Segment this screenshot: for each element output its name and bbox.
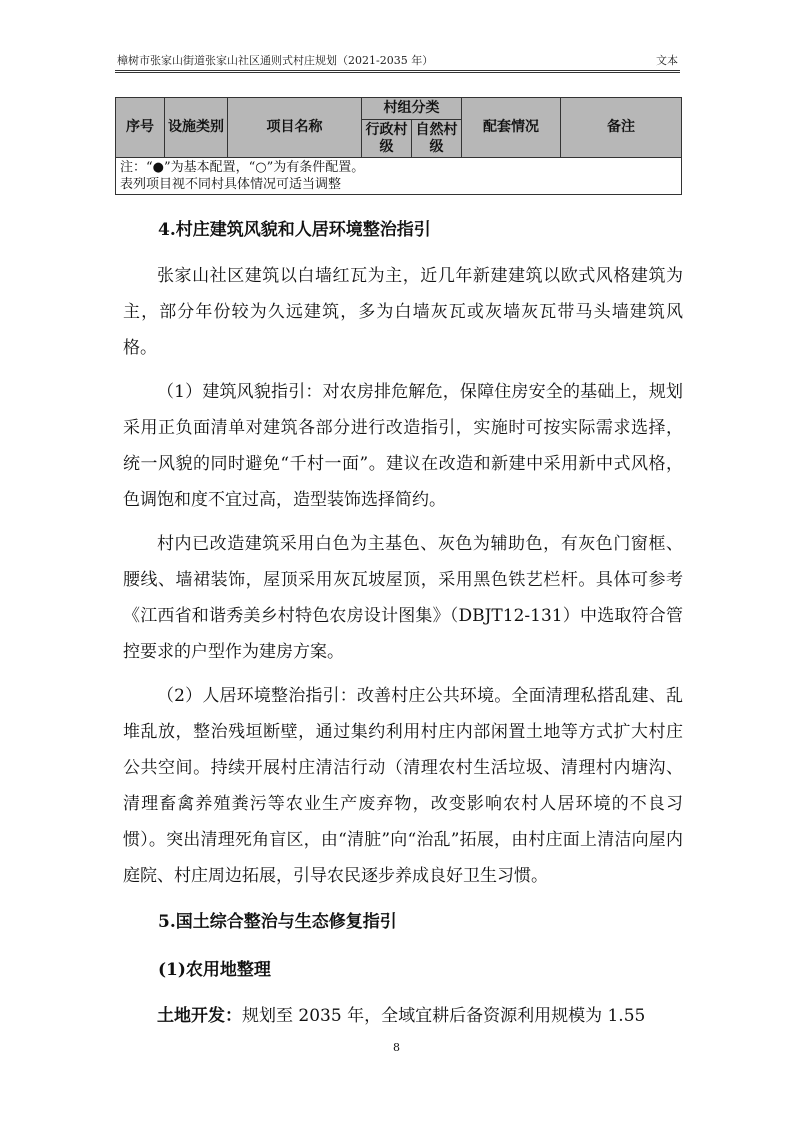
header-doc-type: 文本 bbox=[656, 54, 678, 67]
table-note bbox=[116, 158, 682, 195]
section-4-paragraph-1: 张家山社区建筑以白墙红瓦为主，近几年新建建筑以欧式风格建筑为主，部分年份较为久远建筑，多为白墙灰瓦或灰墙灰瓦带马头墙建筑风格。 bbox=[123, 266, 683, 358]
col-seq-header: 序号 bbox=[116, 98, 165, 158]
col-admin-header: 行政村级 bbox=[362, 120, 412, 158]
header-rule bbox=[115, 70, 680, 73]
main-content bbox=[123, 210, 683, 1034]
page-header bbox=[115, 52, 680, 70]
section-4-paragraph-3: 村内已改造建筑采用白色为主基色、灰色为辅助色，有灰色门窗框、腰线、墙裙装饰，屋顶采用灰瓦坡屋顶，采用黑色铁艺栏杆。具体可参考《江西省和谐秀美乡村特色农房设计图集》（DBJT12-131）中选取符合管控要求的户型作为建房方案。 bbox=[123, 534, 683, 662]
col-group-header: 村组分类 bbox=[362, 98, 462, 120]
section-4-paragraph-4: （2）人居环境整治指引：改善村庄公共环境。全面清理私搭乱建、乱堆乱放，整治残垣断壁，通过集约利用村庄内部闲置土地等方式扩大村庄公共空间。持续开展村庄清洁行动（清理农村生活垃圾、清理村内塘沟、清理畜禽养殖粪污等农业生产废弃物，改变影响农村人居环境的不良习惯）。突出清理死角盲区，由“清脏”向“治乱”拓展，由村庄面上清洁向屋内庭院、村庄周边拓展，引导农民逐步养成良好卫生习惯。 bbox=[123, 686, 683, 886]
table-note-line1: 注：“●”为基本配置，“○”为有条件配置。 bbox=[120, 160, 365, 175]
land-development-label: 土地开发： bbox=[157, 1006, 242, 1026]
header-title: 樟树市张家山街道张家山社区通则式村庄规划（2021-2035 年） bbox=[117, 54, 434, 67]
col-support-header: 配套情况 bbox=[462, 98, 561, 158]
section-5-subtitle-1: (1)农用地整理 bbox=[158, 960, 271, 980]
table-note-line2: 表列项目视不同村具体情况可适当调整 bbox=[120, 177, 342, 192]
section-4-title: 4.村庄建筑风貌和人居环境整治指引 bbox=[158, 220, 431, 240]
section-5-title: 5.国土综合整治与生态修复指引 bbox=[158, 912, 397, 932]
col-remark-header: 备注 bbox=[561, 98, 682, 158]
land-development-text: 规划至 2035 年，全域宜耕后备资源利用规模为 1.55 bbox=[242, 1006, 646, 1026]
facility-table bbox=[115, 97, 682, 195]
col-type-header: 设施类别 bbox=[165, 98, 228, 158]
col-natural-header: 自然村级 bbox=[412, 120, 462, 158]
col-name-header: 项目名称 bbox=[228, 98, 362, 158]
page-number: 8 bbox=[393, 1041, 400, 1054]
section-5-paragraph-1 bbox=[123, 998, 683, 1034]
section-4-paragraph-2: （1）建筑风貌指引：对农房排危解危，保障住房安全的基础上，规划采用正负面清单对建筑各部分进行改造指引，实施时可按实际需求选择，统一风貌的同时避免“千村一面”。建议在改造和新建中采用新中式风格，色调饱和度不宜过高，造型装饰选择简约。 bbox=[123, 382, 683, 510]
